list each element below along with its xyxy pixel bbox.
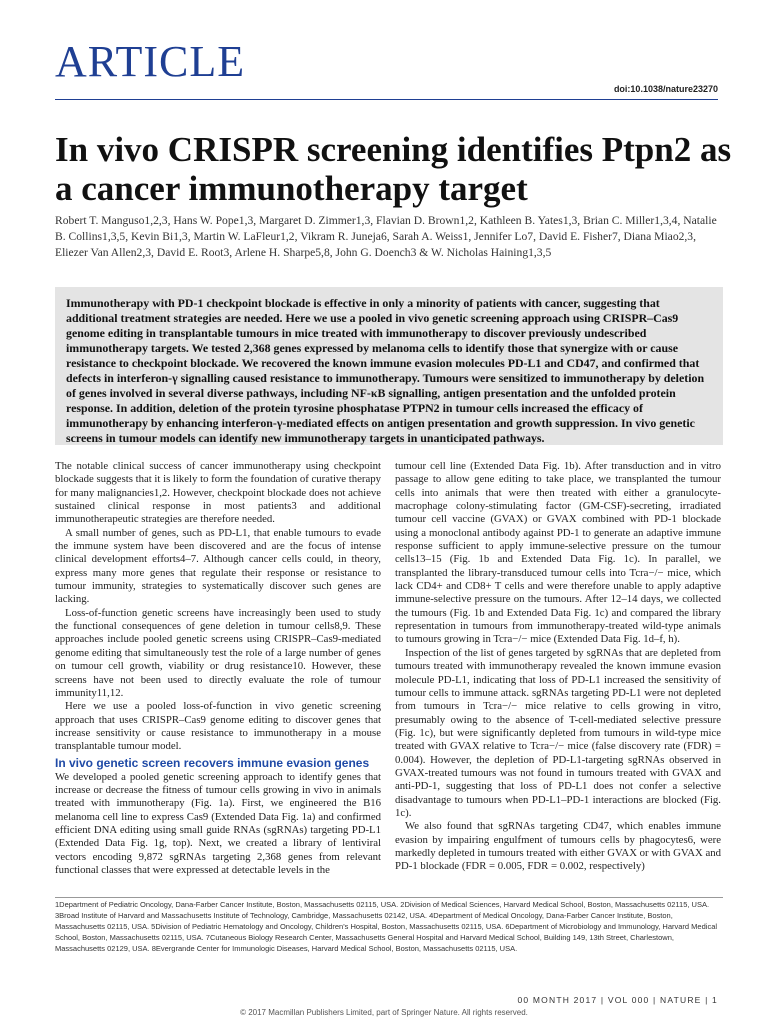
footnote-divider — [55, 897, 723, 898]
doi-link[interactable]: doi:10.1038/nature23270 — [613, 84, 718, 94]
section-heading: In vivo genetic screen recovers immune evasion genes — [55, 755, 370, 770]
affiliations-footnote: 1Department of Pediatric Oncology, Dana-Farber Cancer Institute, Boston, Massachusetts 02115, USA. 2Division of Medical Sciences, Harvard Medical School, Boston, Massachusetts 02115, USA. 3Broad Institute of Harvard and Massachusetts Institute of Technology, Cambridge, Massachusetts 02142, USA. 4Department of Medical Oncology, Dana-Farber Cancer Institute, Boston, Massachusetts 02115, USA. 5Division of Pediatric Hematology and Oncology, Children's Hospital, Boston, Massachusetts 02115, USA. 6Department of Microbiology and Immunology, Harvard Medical School, Boston, Massachusetts 02115, USA. 7Cutaneous Biology Research Center, Massachusetts General Hospital and Harvard Medical School, Building 149, 13th Street, Charlestown, Massachusetts 02129, USA. 8Evergrande Center for Immunologic Diseases, Harvard Medical School, Boston, Massachusetts 02115, USA. — [55, 900, 718, 953]
body-paragraph: Loss-of-function genetic screens have increasingly been used to study the functional consequences of gene deletion in tumour cells8,9. These approaches include pooled genetic screens using CRISPR–Cas9-mediated genome editing that simultaneously test the role of a large number of genes on tumour cell growth, viability or drug resistance10. However, these screens have not been used to directly evaluate the role of tumour immunity11,12. — [55, 606, 381, 699]
body-column-left — [55, 460, 381, 877]
body-paragraph: Inspection of the list of genes targeted by sgRNAs that are depleted from tumours treated with immunotherapy revealed the known immune evasion molecule PD-L1, indicating that loss of PD-L1 increased the sensitivity of tumour cells to immune attack. sgRNAs targeting PD-L1 were not depleted from tumours in Tcra−/− mice relative to cells growing in vitro, presumably owing to the absence of T-cell-mediated selective pressure (Fig. 1c), but were significantly depleted from tumours in wild-type mice treated with GVAX relative to Tcra−/− mice (false discovery rate (FDR) = 0.004). However, the depletion of PD-L1-targeting sgRNAs observed in GVAX-treated tumours was not found in tumours treated with GVAX and anti-PD-1, suggesting that loss of PD-L1 does not confer a selective disadvantage to tumours when PD-L1–PD-1 interactions are blocked (Fig. 1c). — [395, 646, 721, 819]
abstract-box — [55, 287, 723, 445]
body-column-right — [395, 460, 721, 874]
body-paragraph: A small number of genes, such as PD-L1, that enable tumours to evade the immune system have been discovered and are the focus of intense clinical development efforts4–7. Although cancer cells could, in theory, express many more genes that regulate their response or resistance to tumour immunity, strategies to systematically discover such genes are lacking. — [55, 526, 381, 606]
author-list: Robert T. Manguso1,2,3, Hans W. Pope1,3, Margaret D. Zimmer1,3, Flavian D. Brown1,2, Kathleen B. Yates1,3, Brian C. Miller1,3,4, Natalie B. Collins1,3,5, Kevin Bi1,3, Martin W. LaFleur1,2, Vikram R. Juneja6, Sarah A. Weiss1, Jennifer Lo7, David E. Fisher7, Diana Miao2,3, Eliezer Van Allen2,3, David E. Root3, Arlene H. Sharpe5,8, John G. Doench3 & W. Nicholas Haining1,3,5 — [55, 214, 717, 259]
article-label: ARTICLE — [55, 37, 246, 86]
page-info: 00 MONTH 2017 | VOL 000 | NATURE | 1 — [517, 995, 718, 1005]
body-paragraph: The notable clinical success of cancer immunotherapy using checkpoint blockade suggests that it is likely to form the foundation of curative therapy for many malignancies1,2. However, checkpoint blockade does not achieve sustained clinical response in most patients3 and additional immunotherapeutic strategies are therefore needed. — [55, 460, 382, 526]
body-paragraph: tumour cell line (Extended Data Fig. 1b). After transduction and in vitro passage to allow gene editing to take place, we transplanted the tumour cells into animals that were then treated with either a granulocyte-macrophage colony-stimulating factor (GM-CSF)-secreting, irradiated tumour cell vaccine (GVAX) or GVAX combined with PD-1 blockade using a monoclonal antibody against PD-1 to generate an adaptive immune response sufficient to apply immune-selective pressure on the tumour cells13–15 (Fig. 1b and Extended Data Fig. 1c). In parallel, we transplanted the library-transduced tumour cells into Tcra−/− mice, which lack CD4+ and CD8+ T cells and were therefore unable to apply adaptive immune-selective pressure on the tumours. After 12–14 days, we collected the tumours (Fig. 1b and Extended Data Fig. 1c) and compared the library representation in tumours from immunotherapy-treated wild-type animals to tumours growing in Tcra−/− mice (Extended Data Fig. 1d–f, h). — [395, 460, 721, 646]
body-paragraph: We developed a pooled genetic screening approach to identify genes that increase or decrease the fitness of tumour cells growing in vivo in animals treated with immunotherapy (Fig. 1a). First, we engineered the B16 melanoma cell line to express Cas9 (Extended Data Fig. 1a) and confirmed efficient DNA editing using small guide RNAs (sgRNAs) targeting PD-L1 (Extended Data Fig. 1g, top). Next, we created a library of lentiviral vectors encoding 9,872 sgRNAs targeting 2,368 genes from relevant functional classes that were expressed at detectable levels in the — [55, 770, 381, 876]
body-paragraph: We also found that sgRNAs targeting CD47, which enables immune evasion by impairing engulfment of tumours cells by phagocytes6, were markedly depleted in tumours treated with either GVAX or with GVAX and PD-1 blockade (FDR = 0.005, FDR = 0.002, respectively) — [395, 820, 721, 873]
paper-title: In vivo CRISPR screening identifies Ptpn2 as a cancer immunotherapy target — [55, 130, 732, 208]
copyright-notice: © 2017 Macmillan Publishers Limited, part of Springer Nature. All rights reserved. — [240, 1008, 528, 1017]
header-divider — [55, 99, 718, 100]
body-paragraph: Here we use a pooled loss-of-function in vivo genetic screening approach that uses CRISPR–Cas9 genome editing to discover genes that increase sensitivity or cause resistance to immunotherapy in a mouse transplantable tumour model. — [55, 700, 381, 753]
abstract-text: Immunotherapy with PD-1 checkpoint blockade is effective in only a minority of patients with cancer, suggesting that additional treatment strategies are needed. Here we use a pooled in vivo genetic screening approach using CRISPR–Cas9 genome editing in transplantable tumours in mice treated with immunotherapy to discover previously undescribed immunotherapy targets. We tested 2,368 genes expressed by melanoma cells to identify those that synergize with or cause resistance to checkpoint blockade. We recovered the known immune evasion molecules PD-L1 and CD47, and confirmed that defects in interferon-γ signalling caused resistance to immunotherapy. Tumours were sensitized to immunotherapy by deletion of genes involved in several diverse pathways, including NF-κB signalling, antigen presentation and the unfolded protein response. In addition, deletion of the protein tyrosine phosphatase PTPN2 in tumour cells increased the efficacy of immunotherapy by enhancing interferon-γ-mediated effects on antigen presentation and growth suppression. In vivo genetic screens in tumour models can identify new immunotherapy targets in unanticipated pathways. — [66, 296, 705, 445]
